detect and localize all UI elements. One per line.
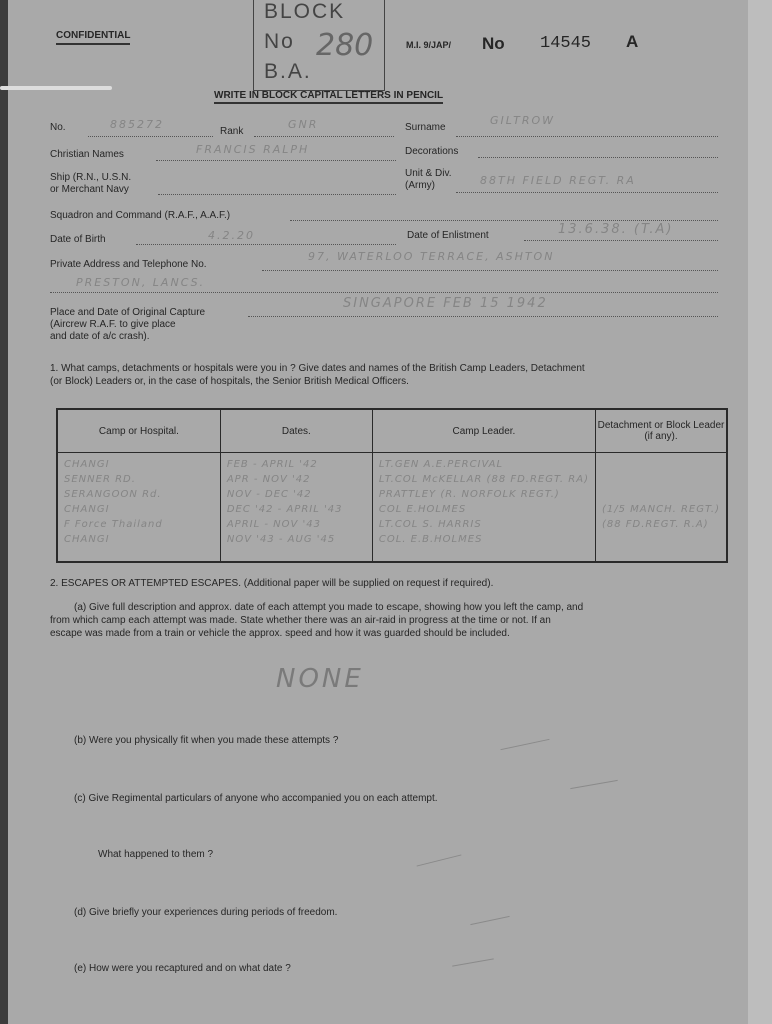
christian-names-label: Christian Names (50, 149, 124, 160)
rank-value: GNR (288, 118, 319, 131)
leader-cell: LT.COL S. HARRIS (378, 519, 482, 530)
binding-string (0, 86, 112, 90)
q2-d: (d) Give briefly your experiences during periods of freedom. (74, 907, 338, 918)
block-leader-cell: (88 FD.REGT. R.A) (602, 519, 709, 530)
camp-header: Camp or Hospital. (57, 409, 220, 453)
dates-header: Dates. (220, 409, 372, 453)
leader-cell: LT.COL McKELLAR (88 FD.REGT. RA) (378, 474, 589, 485)
dates-cell: APR - NOV '42 (226, 474, 311, 485)
pencil-stroke (452, 958, 494, 966)
capture-label-1: Place and Date of Original Capture (50, 307, 206, 318)
dates-cell: NOV - DEC '42 (226, 489, 312, 500)
block-leader-cell (602, 472, 720, 487)
dob-line (136, 244, 396, 245)
camp-column (57, 453, 220, 563)
rank-line (254, 136, 394, 137)
document-page (8, 0, 748, 1024)
form-code: M.I. 9/JAP/ (406, 40, 452, 50)
leader-column (372, 453, 595, 563)
squadron-line (290, 220, 718, 221)
block-leader-cell: (1/5 MANCH. REGT.) (602, 504, 720, 515)
block-leader-cell (602, 457, 720, 472)
stamp-block-label: BLOCK (264, 0, 346, 23)
escape-answer: NONE (276, 664, 364, 694)
ship-label-2: or Merchant Navy (50, 184, 129, 195)
capture-label-3: and date of a/c crash). (50, 331, 150, 342)
q2-b: (b) Were you physically fit when you made these attempts ? (74, 735, 339, 746)
ship-label-1: Ship (R.N., U.S.N. (50, 172, 132, 183)
dates-cell: NOV '43 - AUG '45 (226, 534, 336, 545)
enlistment-label: Date of Enlistment (407, 230, 489, 241)
form-number: 14545 (540, 34, 592, 53)
q2-what-happened: What happened to them ? (98, 849, 214, 860)
decorations-label: Decorations (405, 146, 459, 157)
dates-cell: FEB - APRIL '42 (226, 459, 318, 470)
enlistment-line (524, 240, 718, 241)
pencil-stroke (570, 780, 617, 789)
q2-title: 2. ESCAPES OR ATTEMPTED ESCAPES. (Additional paper will be supplied on request if required). (50, 578, 494, 589)
stamp-ba-label: B.A. (264, 60, 312, 83)
dates-cell: APRIL - NOV '43 (226, 519, 321, 530)
decorations-line (478, 157, 718, 158)
capture-label-2: (Aircrew R.A.F. to give place (50, 319, 176, 330)
camp-cell: F Force Thailand (64, 519, 163, 530)
rank-label: Rank (220, 126, 244, 137)
stamp-number: 280 (316, 28, 374, 63)
q2-a-line-3: escape was made from a train or vehicle the approx. speed and how it was guarded should be included. (50, 628, 510, 639)
camp-cell: CHANGI (64, 504, 110, 515)
unit-line (456, 192, 718, 193)
confidential-mark: CONFIDENTIAL (56, 30, 130, 45)
dates-cell: DEC '42 - APRIL '43 (226, 504, 343, 515)
block-leader-cell (602, 532, 720, 547)
christian-names-value: FRANCIS RALPH (196, 143, 310, 156)
capture-value: SINGAPORE FEB 15 1942 (343, 296, 548, 311)
stamp-no-label: No (264, 30, 295, 53)
surname-label: Surname (405, 122, 446, 133)
leader-cell: COL. E.B.HOLMES (378, 534, 483, 545)
page-edge (748, 0, 772, 1024)
pencil-stroke (470, 916, 509, 925)
block-stamp (253, 0, 385, 91)
block-leader-header: Detachment or Block Leader (if any). (596, 409, 728, 453)
block-leader-column (596, 453, 728, 563)
no-value: 885272 (110, 118, 164, 131)
address-value-2: PRESTON, LANCS. (76, 276, 206, 289)
camp-cell: SERANGOON Rd. (64, 489, 162, 500)
enlistment-value: 13.6.38. (T.A) (558, 222, 674, 237)
address-line-1 (262, 270, 718, 271)
camp-cell: CHANGI (64, 534, 110, 545)
pencil-stroke (417, 854, 462, 866)
q2-a-line-2: from which camp each attempt was made. State whether there was an air-raid in progress at the time or not. If an (50, 615, 551, 626)
form-suffix: A (626, 32, 639, 51)
camp-table (56, 408, 728, 563)
address-value-1: 97, WATERLOO TERRACE, ASHTON (308, 250, 555, 263)
unit-label-2: (Army) (405, 180, 435, 191)
block-leader-cell (602, 487, 720, 502)
capture-line (248, 316, 718, 317)
leader-cell: PRATTLEY (R. NORFOLK REGT.) (378, 489, 560, 500)
camp-cell: SENNER RD. (64, 474, 136, 485)
leader-cell: LT.GEN A.E.PERCIVAL (378, 459, 504, 470)
form-number-label: No (482, 34, 505, 53)
christian-names-line (156, 160, 396, 161)
leader-cell: COL E.HOLMES (378, 504, 467, 515)
unit-value: 88TH FIELD REGT. RA (480, 174, 636, 187)
q2-c: (c) Give Regimental particulars of anyone who accompanied you on each attempt. (74, 793, 438, 804)
address-label: Private Address and Telephone No. (50, 259, 207, 270)
dob-label: Date of Birth (50, 234, 106, 245)
leader-header: Camp Leader. (372, 409, 595, 453)
q2-a-line-1: (a) Give full description and approx. date of each attempt you made to escape, showing how you left the camp, and (74, 602, 584, 613)
ship-line (158, 194, 396, 195)
binder-shadow (0, 0, 8, 1024)
no-line (88, 136, 213, 137)
q1-text-2: (or Block) Leaders or, in the case of hospitals, the Senior British Medical Officers. (50, 376, 409, 387)
unit-label-1: Unit & Div. (405, 168, 452, 179)
q2-e: (e) How were you recaptured and on what date ? (74, 963, 291, 974)
dates-column (220, 453, 372, 563)
camp-cell: CHANGI (64, 459, 110, 470)
pencil-stroke (500, 739, 549, 750)
squadron-label: Squadron and Command (R.A.F., A.A.F.) (50, 210, 231, 221)
pencil-instruction: WRITE IN BLOCK CAPITAL LETTERS IN PENCIL (214, 90, 443, 104)
no-label: No. (50, 122, 66, 133)
dob-value: 4.2.20 (208, 229, 255, 242)
address-line-2 (50, 292, 718, 293)
surname-line (456, 136, 718, 137)
q1-text-1: 1. What camps, detachments or hospitals were you in ? Give dates and names of the British Camp Leaders, Detachment (50, 363, 585, 374)
surname-value: GILTROW (490, 114, 556, 127)
